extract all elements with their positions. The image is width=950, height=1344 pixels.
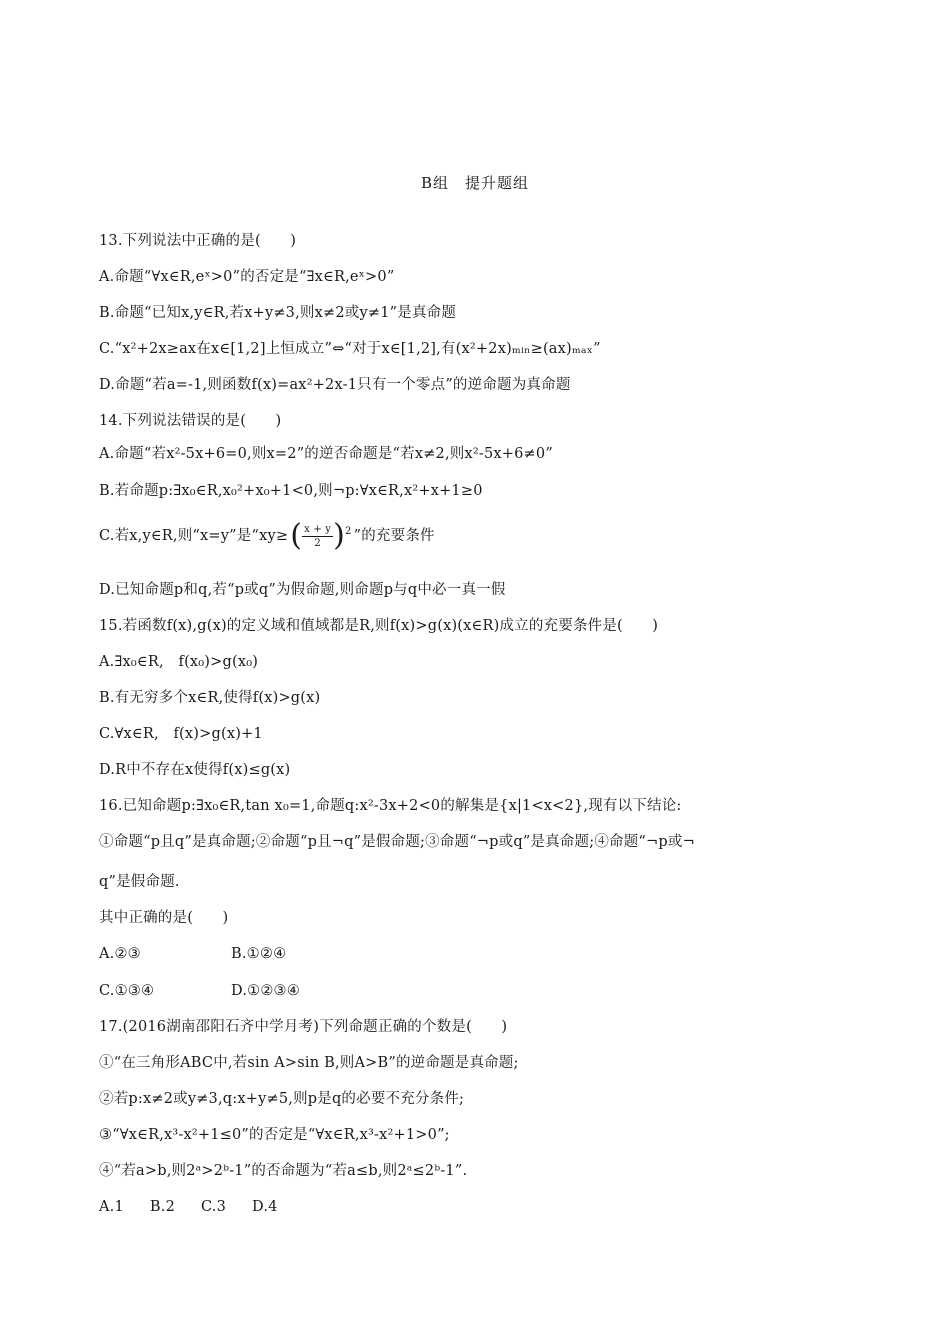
question-16-statements-line1: ①命题“p且q”是真命题;②命题“p且¬q”是假命题;③命题“¬p或q”是真命题;④命题“¬p或¬ [99, 834, 695, 850]
question-13-option-c: C.“x²+2x≥ax在x∈[1,2]上恒成立”⇔“对于x∈[1,2],有(x²+2x)ₘᵢₙ≥(ax)ₘₐₓ” [99, 341, 601, 357]
question-16-option-c: C.①③④ [99, 983, 155, 999]
question-16-stem: 16.已知命题p:∃x₀∈R,tan x₀=1,命题q:x²-3x+2<0的解集是{x|1<x<2},现有以下结论: [99, 798, 682, 814]
question-14-option-c [99, 520, 435, 552]
fraction-denominator: 2 [314, 537, 321, 549]
question-16-option-b: B.①②④ [231, 946, 287, 962]
option-c-prefix: C.若x,y∈R,则“x=y”是“xy≥ [99, 528, 289, 544]
question-16-options-row2 [99, 981, 300, 1001]
question-17-option-a: A.1 [99, 1199, 124, 1215]
question-17-option-d: D.4 [252, 1199, 278, 1215]
fraction-numerator: x + y [304, 523, 332, 535]
question-15-option-b: B.有无穷多个x∈R,使得f(x)>g(x) [99, 690, 321, 706]
question-13-option-d: D.命题“若a=-1,则函数f(x)=ax²+2x-1只有一个零点”的逆命题为真命题 [99, 377, 571, 393]
question-17-option-b: B.2 [149, 1199, 175, 1215]
question-16-option-a: A.②③ [99, 946, 141, 962]
question-17-options [99, 1197, 278, 1217]
option-c-suffix: ”的充要条件 [353, 528, 435, 544]
question-17-statement-2: ②若p:x≠2或y≠3,q:x+y≠5,则p是q的必要不充分条件; [99, 1091, 465, 1107]
question-16-option-d: D.①②③④ [231, 983, 300, 999]
question-17-statement-4: ④“若a>b,则2ᵃ>2ᵇ-1”的否命题为“若a≤b,则2ᵃ≤2ᵇ-1”. [99, 1163, 468, 1179]
question-15-option-c: C.∀x∈R, f(x)>g(x)+1 [99, 726, 263, 742]
question-16-options-row1 [99, 944, 287, 964]
question-15-stem: 15.若函数f(x),g(x)的定义域和值域都是R,则f(x)>g(x)(x∈R)成立的充要条件是( ) [99, 618, 659, 634]
question-14-option-a: A.命题“若x²-5x+6=0,则x=2”的逆否命题是“若x≠2,则x²-5x+6≠0” [99, 446, 553, 462]
question-14-option-d: D.已知命题p和q,若“p或q”为假命题,则命题p与q中必一真一假 [99, 582, 506, 598]
question-17-statement-1: ①“在三角形ABC中,若sin A>sin B,则A>B”的逆命题是真命题; [99, 1055, 519, 1071]
section-title: B组 提升题组 [420, 174, 530, 192]
question-13-option-b: B.命题“已知x,y∈R,若x+y≠3,则x≠2或y≠1”是真命题 [99, 305, 457, 321]
question-13-option-a: A.命题“∀x∈R,eˣ>0”的否定是“∃x∈R,eˣ>0” [99, 269, 395, 285]
question-16-ask: 其中正确的是( ) [99, 910, 229, 926]
question-17-option-c: C.3 [201, 1199, 227, 1215]
question-14-stem: 14.下列说法错误的是( ) [99, 413, 282, 429]
fraction-expression: ( $\frac{x + y}{2}$ )$^2$ [290, 518, 352, 553]
question-15-option-d: D.R中不存在x使得f(x)≤g(x) [99, 762, 291, 778]
question-17-statement-3: ③“∀x∈R,x³-x²+1≤0”的否定是“∀x∈R,x³-x²+1>0”; [99, 1127, 450, 1143]
question-15-option-a: A.∃x₀∈R, f(x₀)>g(x₀) [99, 654, 259, 670]
question-17-stem: 17.(2016湖南邵阳石齐中学月考)下列命题正确的个数是( ) [99, 1019, 508, 1035]
question-13-stem: 13.下列说法中正确的是( ) [99, 233, 297, 249]
question-14-option-b: B.若命题p:∃x₀∈R,x₀²+x₀+1<0,则¬p:∀x∈R,x²+x+1≥0 [99, 483, 483, 499]
square-exponent: 2 [345, 526, 352, 537]
question-16-statements-line2: q”是假命题. [99, 874, 180, 890]
